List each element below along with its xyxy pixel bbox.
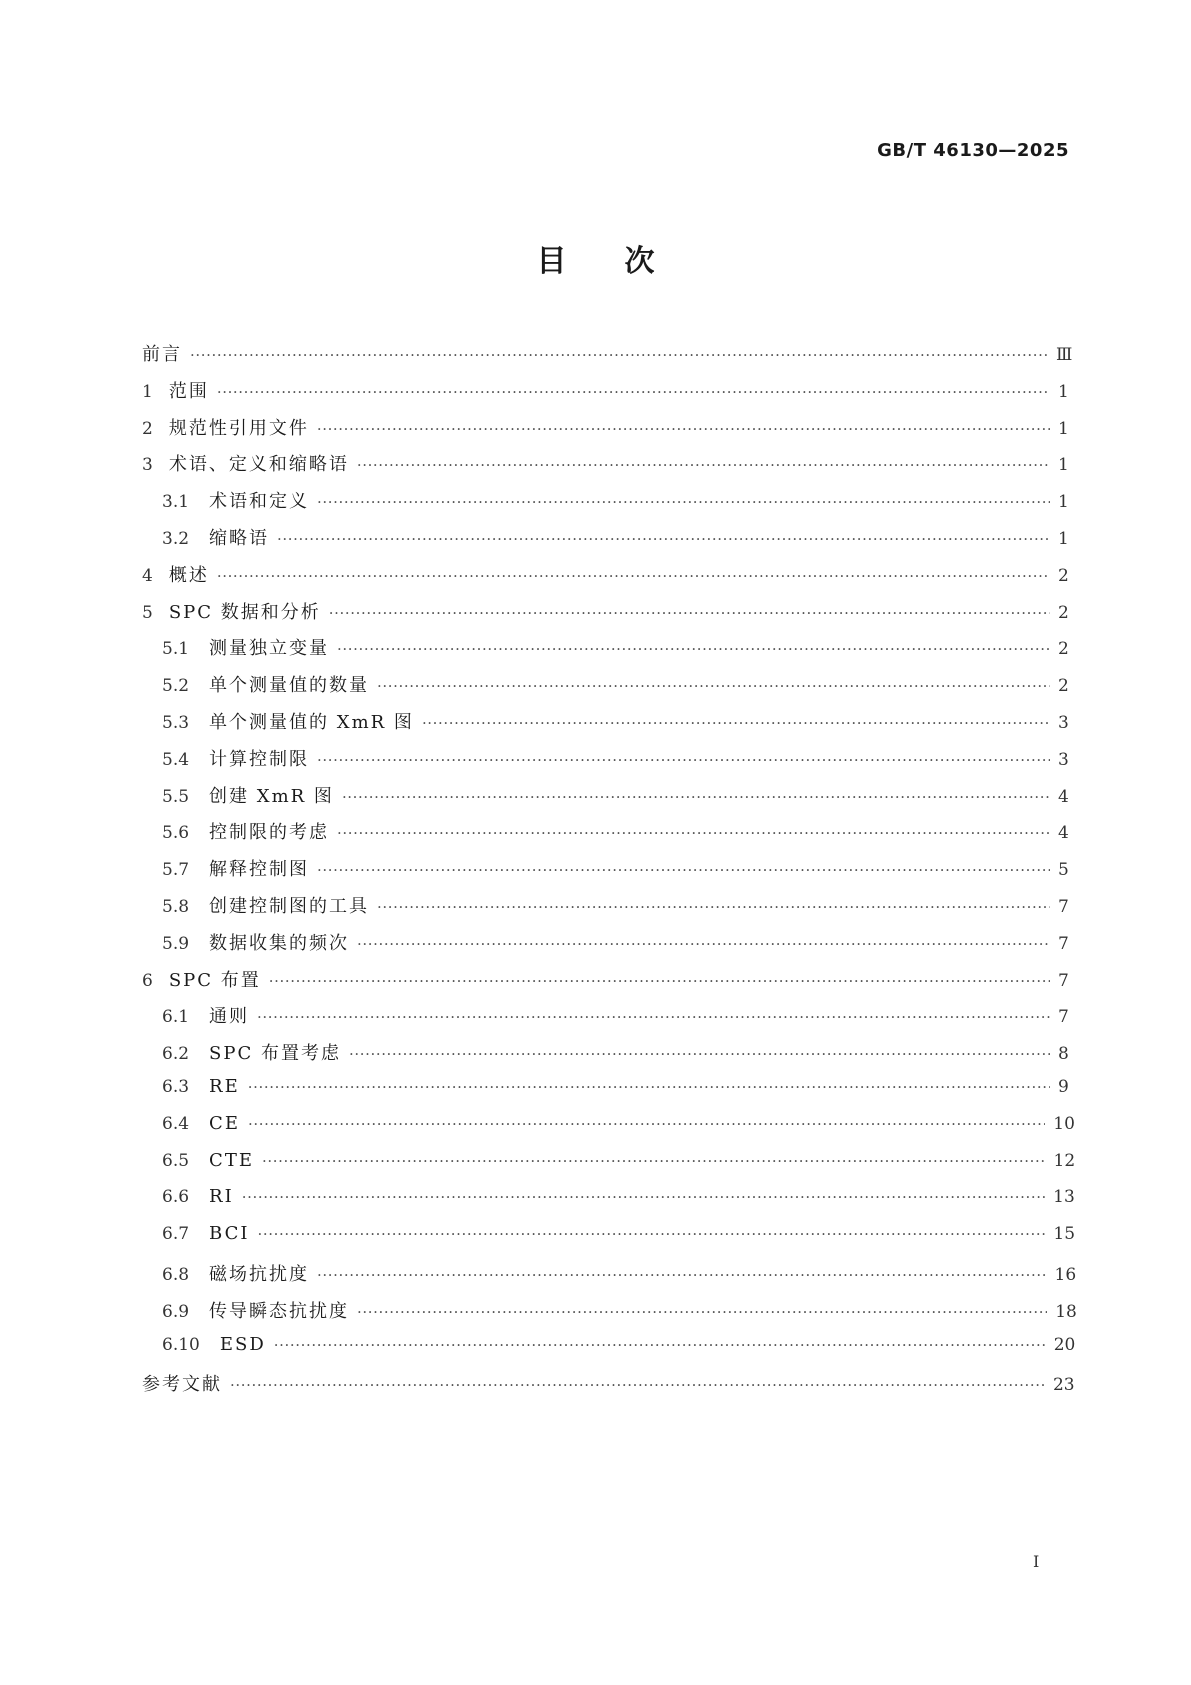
toc-entry-number: 3.1 [162,492,190,513]
toc-entry-title: 前言 [142,344,182,365]
toc-entry-number: 1 [142,381,153,402]
standard-code: GB/T 46130—2025 [877,140,1069,161]
toc-entry-number: 3 [142,455,153,476]
toc-entry[interactable] [142,892,1068,929]
toc-dot-leader [277,530,1050,548]
toc-entry[interactable] [142,450,1068,487]
toc-entry-title: RE [209,1075,240,1097]
toc-entry-number: 5.9 [162,933,190,954]
toc-entry-title: 创建 XmR 图 [209,785,334,807]
toc-dot-leader [357,1303,1047,1321]
toc-dot-leader [258,1225,1046,1243]
toc-entry-page: 23 [1052,1375,1075,1396]
toc-entry-page: 1 [1058,455,1069,476]
toc-entry-page: 9 [1058,1076,1069,1097]
toc-entry-page: 7 [1058,933,1069,954]
toc-entry-title: 控制限的考虑 [209,822,330,844]
table-of-contents [142,340,1077,1407]
toc-dot-leader [257,1008,1050,1026]
toc-entry-title: 参考文献 [142,1374,222,1396]
toc-entry-title: 缩略语 [209,527,270,549]
toc-entry[interactable] [142,340,1073,377]
toc-entry[interactable] [142,377,1068,414]
toc-entry-page: 10 [1053,1113,1075,1134]
toc-entry-title: 单个测量值的数量 [209,675,370,697]
toc-dot-leader [357,456,1050,474]
toc-entry-title: 单个测量值的 XmR 图 [209,711,414,733]
toc-entry-number: 5.7 [162,860,190,881]
toc-dot-leader [377,677,1050,695]
toc-dot-leader [269,972,1050,990]
toc-entry-number: 6.9 [162,1301,190,1322]
toc-dot-leader [230,1376,1045,1394]
toc-entry[interactable] [142,1333,1076,1371]
toc-entry-title: 范围 [168,380,209,402]
toc-dot-leader [217,383,1050,401]
toc-entry[interactable] [142,1039,1068,1076]
toc-dot-leader [262,1152,1046,1170]
toc-entry-title: 概述 [168,564,209,586]
toc-entry[interactable] [142,855,1068,892]
toc-entry-number: 6.1 [162,1007,190,1028]
toc-entry[interactable] [142,1260,1077,1297]
toc-entry[interactable] [142,966,1068,1003]
toc-entry-page: 2 [1058,602,1069,623]
toc-entry[interactable] [142,929,1068,966]
toc-entry-page: 4 [1058,823,1069,844]
toc-dot-leader [357,935,1050,953]
toc-entry-title: 术语、定义和缩略语 [168,454,349,476]
toc-dot-leader [190,346,1048,364]
toc-entry-page: Ⅲ [1055,345,1073,365]
toc-entry[interactable] [142,414,1068,451]
toc-entry-number: 5.6 [162,823,190,844]
toc-entry-title: BCI [209,1223,250,1245]
toc-entry-page: 15 [1053,1224,1076,1245]
toc-dot-leader [274,1336,1046,1354]
toc-entry-title: CE [209,1112,240,1134]
toc-entry-title: RI [209,1186,234,1208]
toc-entry-page: 3 [1058,712,1069,733]
toc-entry-number: 6.2 [162,1044,190,1065]
toc-entry-page: 13 [1053,1187,1075,1208]
toc-entry[interactable] [142,1186,1075,1223]
toc-entry-page: 18 [1055,1301,1077,1322]
toc-entry[interactable] [142,1297,1077,1334]
toc-entry-number: 5.3 [162,712,190,733]
toc-entry-number: 6.5 [162,1150,190,1171]
toc-entry-number: 4 [142,565,153,586]
toc-entry[interactable] [142,561,1068,598]
toc-entry-number: 6.6 [162,1187,190,1208]
toc-dot-leader [337,824,1050,842]
toc-entry-page: 1 [1058,492,1069,513]
toc-entry-number: 5.5 [162,786,190,807]
toc-entry-page: 1 [1058,418,1069,439]
toc-entry-page: 16 [1054,1264,1077,1285]
toc-dot-leader [422,714,1050,732]
toc-dot-leader [217,567,1050,585]
toc-entry-number: 5.8 [162,896,190,917]
toc-entry[interactable] [142,818,1068,855]
toc-entry-title: 术语和定义 [209,491,310,513]
toc-dot-leader [329,604,1050,622]
page-title: 目次 [536,244,713,279]
toc-entry[interactable] [142,487,1068,524]
toc-entry-page: 1 [1058,528,1069,549]
toc-entry-number: 6.7 [162,1224,190,1245]
toc-entry-page: 20 [1053,1334,1076,1355]
toc-entry[interactable] [142,1076,1068,1113]
toc-entry[interactable] [142,598,1068,635]
toc-entry-page: 5 [1058,860,1069,881]
toc-entry[interactable] [142,1223,1076,1260]
toc-entry-number: 2 [142,418,153,439]
toc-dot-leader [349,1045,1050,1063]
toc-entry[interactable] [142,1112,1075,1150]
toc-dot-leader [242,1188,1045,1206]
toc-entry-title: 解释控制图 [209,859,310,881]
toc-dot-leader [342,788,1050,806]
toc-dot-leader [377,898,1050,916]
toc-dot-leader [248,1078,1050,1096]
toc-entry-title: 磁场抗扰度 [209,1263,310,1285]
toc-entry-title: ESD [219,1333,266,1355]
toc-entry[interactable] [142,1149,1076,1187]
toc-entry-title: 测量独立变量 [209,638,330,660]
toc-entry[interactable] [142,1370,1075,1407]
toc-entry-title: 规范性引用文件 [168,417,309,439]
toc-entry-number: 6.10 [162,1334,200,1355]
page-number: I [1033,1552,1040,1571]
toc-dot-leader [317,751,1050,769]
toc-entry-page: 2 [1058,639,1069,660]
toc-entry-page: 7 [1058,1007,1069,1028]
toc-entry-number: 6.8 [162,1264,190,1285]
toc-dot-leader [317,493,1050,511]
toc-entry-page: 3 [1058,749,1069,770]
toc-entry-number: 5 [142,602,153,623]
toc-dot-leader [317,861,1050,879]
toc-entry[interactable] [142,1002,1068,1039]
toc-entry-page: 8 [1058,1044,1069,1065]
toc-entry-title: 创建控制图的工具 [209,895,370,917]
toc-dot-leader [337,640,1050,658]
toc-entry-page: 12 [1053,1150,1076,1171]
toc-entry-title: SPC 布置考虑 [209,1043,341,1065]
toc-entry-number: 6.4 [162,1113,190,1134]
toc-entry-title: 数据收集的频次 [209,932,350,954]
toc-entry-title: 通则 [209,1006,250,1028]
toc-entry[interactable] [142,782,1068,819]
toc-entry-number: 6 [142,970,153,991]
toc-entry-page: 7 [1058,896,1069,917]
toc-entry-page: 4 [1058,786,1069,807]
toc-entry-title: 传导瞬态抗扰度 [209,1300,350,1322]
toc-entry-page: 7 [1058,970,1069,991]
toc-entry[interactable] [142,634,1068,671]
toc-entry-number: 6.3 [162,1076,190,1097]
toc-entry-page: 1 [1058,381,1069,402]
toc-entry-number: 3.2 [162,528,190,549]
toc-entry[interactable] [142,524,1068,561]
toc-entry[interactable] [142,745,1068,782]
toc-entry-title: SPC 布置 [168,969,261,991]
toc-dot-leader [317,1266,1046,1284]
toc-entry-page: 2 [1058,565,1069,586]
toc-entry[interactable] [142,671,1068,708]
toc-entry-number: 5.4 [162,749,190,770]
toc-dot-leader [317,420,1050,438]
toc-entry-page: 2 [1058,676,1069,697]
toc-entry-title: SPC 数据和分析 [168,601,321,623]
toc-entry-number: 5.1 [162,639,190,660]
toc-entry-title: CTE [209,1149,254,1171]
toc-dot-leader [248,1115,1045,1133]
toc-entry[interactable] [142,708,1068,745]
toc-entry-number: 5.2 [162,676,190,697]
toc-entry-title: 计算控制限 [209,748,310,770]
